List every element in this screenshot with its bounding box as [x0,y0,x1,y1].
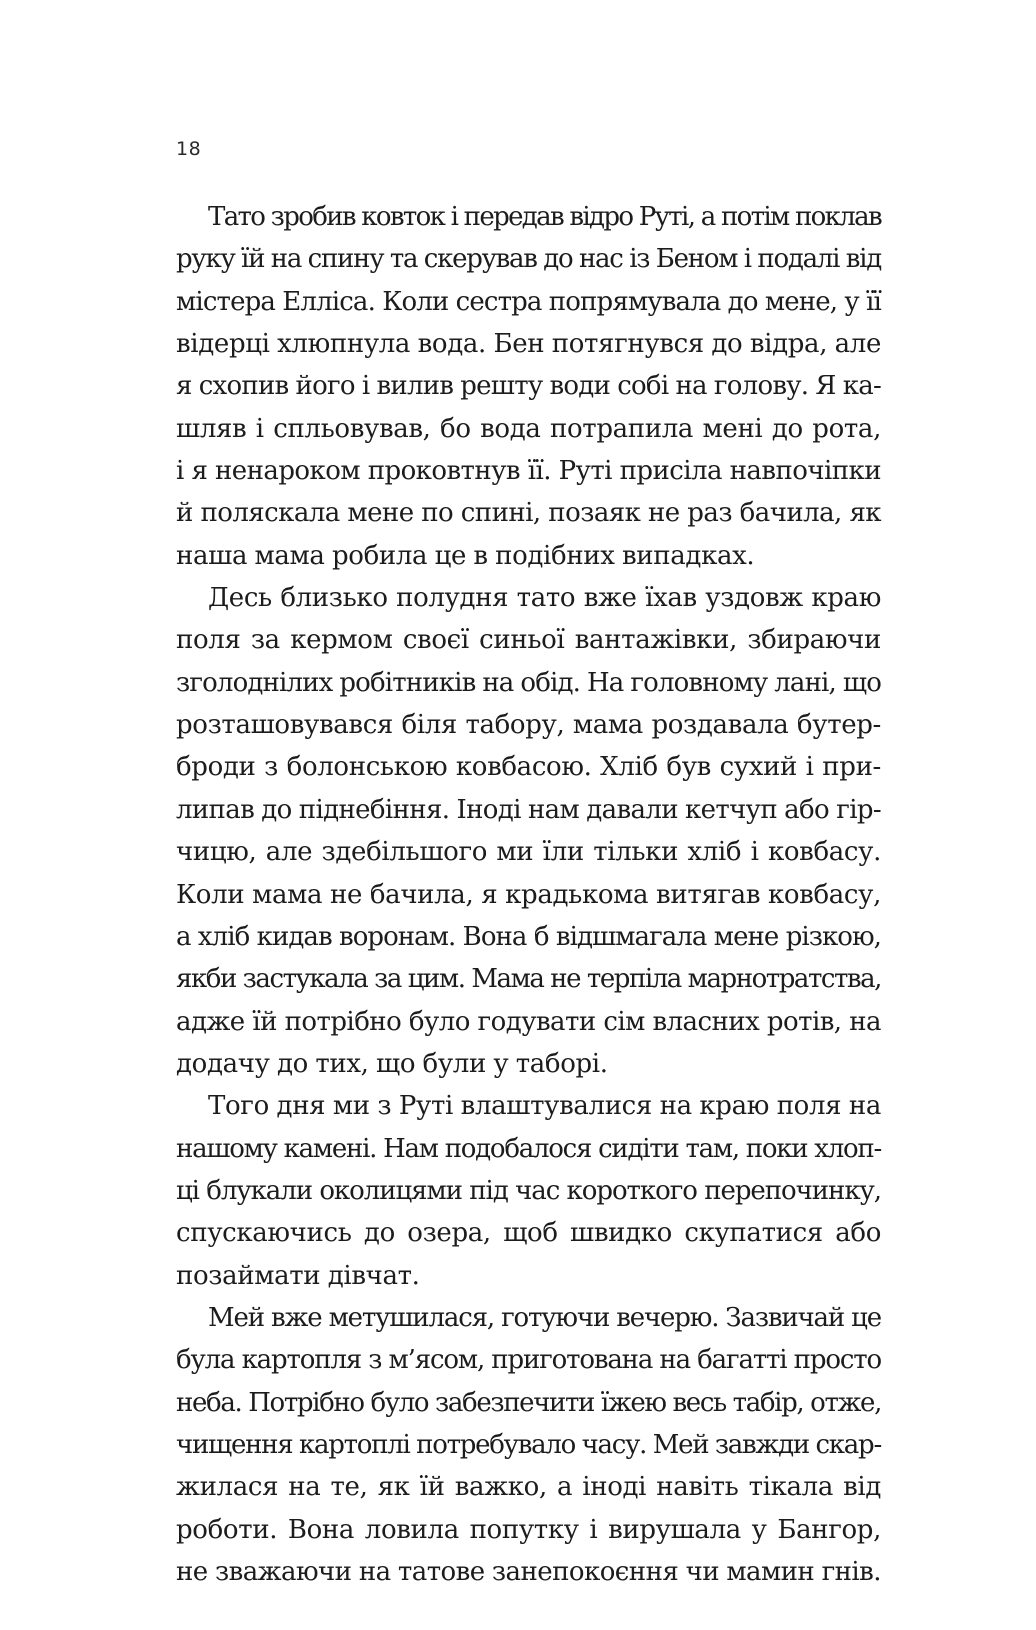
text-line: броди з болонською ковбасою. Хліб був сухий і при- [176,752,881,783]
paragraph-2 [176,577,881,1085]
text-line: не зважаючи на татове занепокоєння чи мамин гнів. [176,1557,881,1587]
text-line: чищення картоплі потребувало часу. Мей завжди скар- [176,1429,881,1460]
text-line: додачу до тих, що були у таборі. [176,1048,608,1079]
text-line: і я ненароком проковтнув її. Руті присіла навпочіпки [176,456,881,487]
text-line: наша мама робила це в подібних випадках. [176,540,755,571]
text-line: шляв і спльовував, бо вода потрапила мені до рота, [176,413,881,444]
text-line: а хліб кидав воронам. Вона б відшмагала мене різкою, [176,921,881,952]
text-line: була картопля з м’ясом, приготована на багатті просто [176,1345,881,1376]
text-line: роботи. Вона ловила попутку і вирушала у Бангор, [176,1514,881,1545]
text-line: відерці хлюпнула вода. Бен потягнувся до відра, але [176,329,881,360]
body-text [176,196,881,1593]
text-line: поля за кермом своєї синьої вантажівки, збираючи [176,625,881,656]
text-line: липав до піднебіння. Іноді нам давали кетчуп або гір- [176,794,881,825]
text-line: й поляскала мене по спині, позаяк не раз бачила, як [176,498,881,529]
text-line: адже їй потрібно було годувати сім власних ротів, на [176,1006,881,1037]
text-line: Мей вже метушилася, готуючи вечерю. Зазвичай це [208,1302,881,1333]
text-line: неба. Потрібно було забезпечити їжею весь табір, отже, [176,1387,881,1418]
text-line: руку їй на спину та скерував до нас із Беном і подалі від [176,244,881,275]
text-line: я схопив його і вилив решту води собі на голову. Я ка- [176,371,881,402]
text-line: спускаючись до озера, щоб швидко скупатися або [176,1218,881,1249]
text-line: Того дня ми з Руті влаштувалися на краю поля на [208,1091,881,1122]
text-line: зголоднілих робітників на обід. На головному лані, що [176,667,881,698]
text-line: Тато зробив ковток і передав відро Руті, а потім поклав [208,202,881,232]
text-line: Коли мама не бачила, я крадькома витягав ковбасу, [176,879,881,910]
text-line: містера Елліса. Коли сестра попрямувала до мене, у її [176,286,881,317]
text-line: Десь близько полудня тато вже їхав уздовж краю [208,583,881,614]
text-line: нашому камені. Нам подобалося сидіти там, поки хлоп- [176,1133,881,1164]
text-line: жилася на те, як їй важко, а іноді навіть тікала від [176,1472,881,1503]
paragraph-4 [176,1297,881,1593]
text-line: позаймати дівчат. [176,1260,420,1291]
paragraph-3 [176,1085,881,1297]
page-number: 18 [176,138,202,160]
text-line: ці блукали околицями під час короткого перепочинку, [176,1175,881,1206]
text-line: якби застукала за цим. Мама не терпіла марнотратства, [176,964,881,995]
paragraph-1 [176,196,881,577]
text-line: чицю, але здебільшого ми їли тільки хліб і ковбасу. [176,837,881,868]
text-line: розташовувався біля табору, мама роздавала бутер- [176,710,881,741]
